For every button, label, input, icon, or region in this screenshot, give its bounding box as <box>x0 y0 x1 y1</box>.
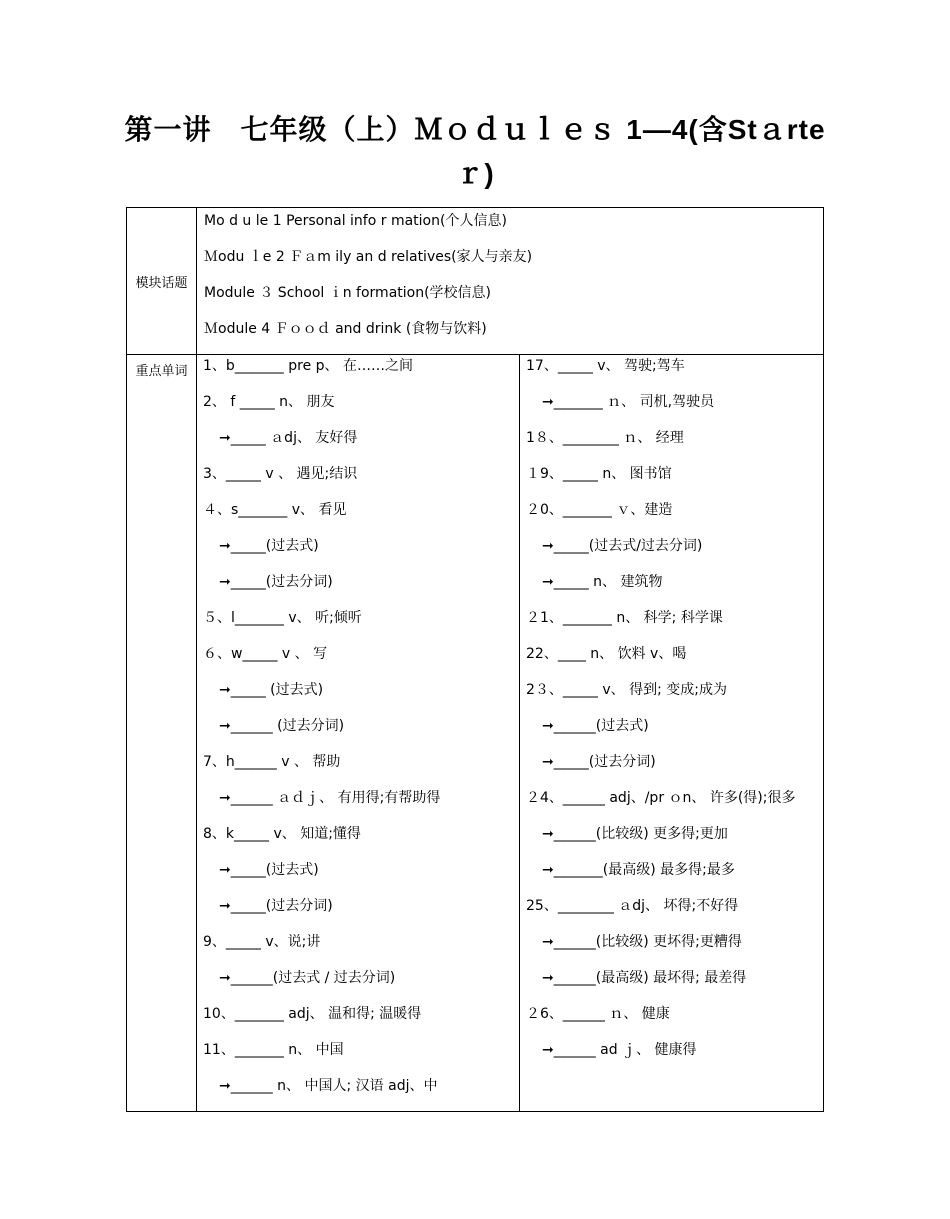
vocab-entry: 9、_____ v、说;讲 <box>203 934 321 950</box>
vocab-entry: ➞______(过去式) <box>542 718 649 734</box>
vocab-entry: ５、l_______ v、 听;倾听 <box>203 610 362 626</box>
vocab-entry: ➞_____(过去分词) <box>219 574 333 590</box>
vocab-entry: 8、k_____ v、 知道;懂得 <box>203 826 361 842</box>
vocab-entry: ➞_____(过去分词) <box>542 754 656 770</box>
vocab-entry: 10、_______ adj、 温和得; 温暖得 <box>203 1006 422 1022</box>
vocab-entry: 2、 f _____ n、 朋友 <box>203 394 335 410</box>
vocab-entry: １9、_____ n、 图书馆 <box>526 466 672 482</box>
page-title <box>120 108 830 196</box>
vocab-entry: ➞______ ad ｊ、 健康得 <box>542 1042 697 1058</box>
vocab-entry: 3、_____ v 、 遇见;结识 <box>203 466 358 482</box>
vocab-entry: ６、w_____ v 、 写 <box>203 646 328 662</box>
vocab-entry: ➞_____ n、 建筑物 <box>542 574 663 590</box>
module-item: Mo d u le 1 Personal info r mation(个人信息) <box>204 213 507 229</box>
vocab-entry: 25、________ ａdj、 坏得;不好得 <box>526 898 739 914</box>
vocab-entry: ２6、______ ｎ、 健康 <box>526 1006 670 1022</box>
vocab-entry: ４、s_______ v、 看见 <box>203 502 347 518</box>
vocab-entry: ➞______(过去式 / 过去分词) <box>219 970 396 986</box>
vocab-entry: 1、b_______ pre p、 在……之间 <box>203 358 413 374</box>
vocab-entry: ➞_____(过去式/过去分词) <box>542 538 703 554</box>
vocab-entry: ➞_____ (过去式) <box>219 682 324 698</box>
vocab-entry: 11、_______ n、 中国 <box>203 1042 344 1058</box>
module-item: Ｍodu ｌe 2 Ｆａm ily an d relatives(家人与亲友) <box>204 249 533 265</box>
vocab-entry: ２4、______ adj、/pr ｏn、 许多(得);很多 <box>526 790 796 806</box>
vocab-entry: 2３、_____ v、 得到; 变成;成为 <box>526 682 727 698</box>
vocab-table <box>126 207 824 1112</box>
vocab-entry: ➞_______ ｎ、 司机,驾驶员 <box>542 394 715 410</box>
vocab-entry: ➞______ (过去分词) <box>219 718 345 734</box>
topics-label: 模块话题 <box>127 208 197 355</box>
vocab-row <box>127 355 824 1112</box>
vocab-entry: ２0、_______ ｖ、建造 <box>526 502 673 518</box>
title-line-2: ｒ) <box>455 158 495 189</box>
vocab-entry: 17、_____ v、 驾驶;驾车 <box>526 358 685 374</box>
vocab-entry: ➞______ ａｄｊ、 有用得;有帮助得 <box>219 790 441 806</box>
vocab-left-column <box>197 355 520 1112</box>
vocab-entry: ➞______ n、 中国人; 汉语 adj、中 <box>219 1078 438 1094</box>
vocab-entry: ➞_______(最高级) 最多得;最多 <box>542 862 735 878</box>
vocab-entry: ➞______(比较级) 更多得;更加 <box>542 826 728 842</box>
vocab-entry: ➞______(最高级) 最坏得; 最差得 <box>542 970 747 986</box>
vocab-entry: ➞_____(过去分词) <box>219 898 333 914</box>
vocab-entry: ➞_____(过去式) <box>219 862 319 878</box>
vocab-entry: ➞_____ ａdj、 友好得 <box>219 430 358 446</box>
vocab-entry: ➞______(比较级) 更坏得;更糟得 <box>542 934 742 950</box>
vocab-entry: 7、h______ v 、 帮助 <box>203 754 341 770</box>
topics-list <box>197 208 824 355</box>
vocab-entry: 22、____ n、 饮料 v、喝 <box>526 646 687 662</box>
module-item: Ｍodule 4 Ｆｏｏｄ and drink (食物与饮料) <box>204 321 487 337</box>
topics-row <box>127 208 824 355</box>
vocab-entry: 1８、________ ｎ、 经理 <box>526 430 684 446</box>
vocab-entry: ➞_____(过去式) <box>219 538 319 554</box>
module-item: Module ３ School ｉn formation(学校信息) <box>204 285 492 301</box>
vocab-entry: ２1、_______ n、 科学; 科学课 <box>526 610 723 626</box>
vocab-right-column <box>520 355 824 1112</box>
title-line-1: 第一讲 七年级（上）Ｍｏｄｕｌｅｓ 1—4(含Stａrte <box>124 114 826 145</box>
vocab-label: 重点单词 <box>127 355 197 1112</box>
